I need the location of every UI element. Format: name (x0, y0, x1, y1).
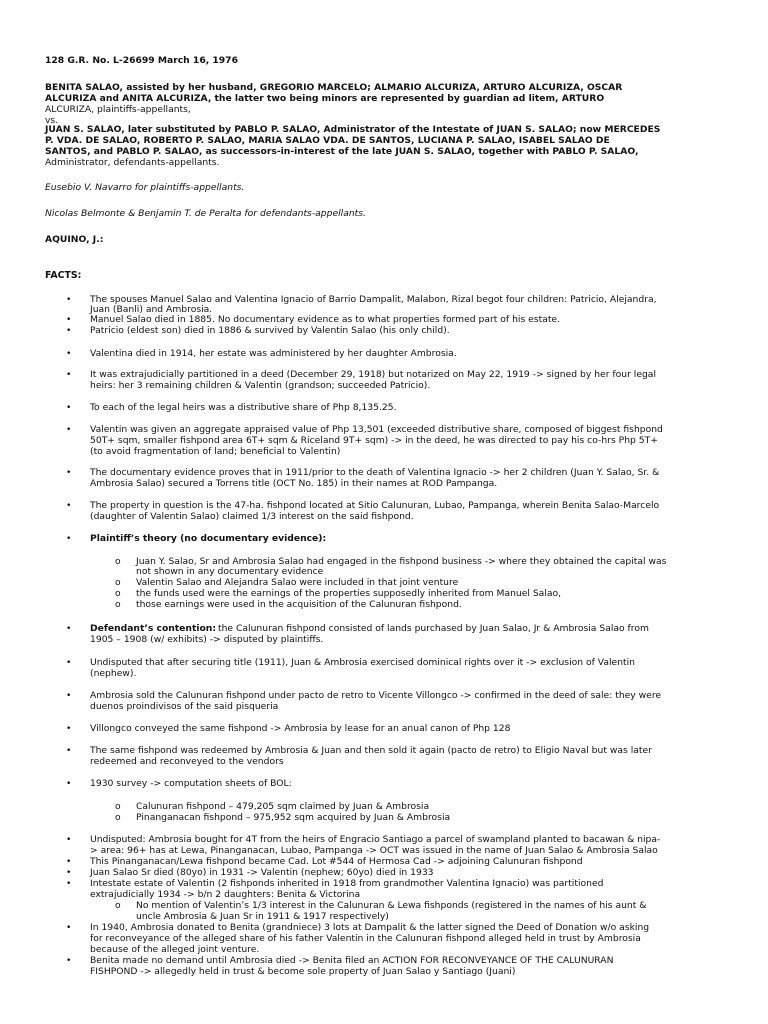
ponente: AQUINO, J.: (45, 234, 104, 245)
fact-line: the Calunuran fishpond consisted of lands purchased by Juan Salao, Jr & Ambrosia Salao from (218, 623, 649, 634)
fact-line: (nephew). (90, 668, 137, 679)
parties-line: ALCURIZA and ANITA ALCURIZA, the latter two being minors are represented by guardian ad litem, ARTURO (45, 93, 605, 104)
fact-line: Juan (Banli) and Ambrosia. (90, 304, 213, 315)
sub-bullet-icon: o (115, 812, 121, 823)
bullet-icon: • (66, 778, 72, 789)
fact-line: Manuel Salao died in 1885. No documentary evidence as to what properties formed part of his estate. (90, 314, 560, 325)
fact-line: This Pinanganacan/Lewa fishpond became Cad. Lot #544 of Hermosa Cad -> adjoining Calunuran fishpond (90, 856, 583, 867)
fact-line: Calunuran fishpond – 479,205 sqm claimed by Juan & Ambrosia (136, 801, 430, 812)
fact-line: heirs: her 3 remaining children & Valentin (grandson; succeeded Patricio). (90, 380, 431, 391)
case-citation: 128 G.R. No. L-26699 March 16, 1976 (45, 55, 238, 66)
fact-line: The same fishpond was redeemed by Ambrosia & Juan and then sold it again (pacto de retro) to Eligio Naval but was later (90, 745, 652, 756)
fact-line: (to avoid fragmentation of land; beneficial to Valentin) (90, 446, 341, 457)
bullet-icon: • (66, 867, 72, 878)
fact-line: (daughter of Valentin Salao) claimed 1/3 interest on the said fishpond. (90, 511, 414, 522)
bullet-icon: • (66, 314, 72, 325)
counsel-plaintiffs: Eusebio V. Navarro for plaintiffs-appellants. (45, 182, 245, 193)
bullet-icon: • (66, 878, 72, 889)
sub-bullet-icon: o (115, 588, 121, 599)
fact-line: those earnings were used in the acquisition of the Calunuran fishpond. (136, 599, 462, 610)
fact-line: Undisputed: Ambrosia bought for 4T from the heirs of Engracio Santiago a parcel of swampland planted to bacawan & nipa- (90, 834, 661, 845)
fact-line: FISHPOND -> allegedly held in trust & become sole property of Juan Salao y Santiago (Juani) (90, 966, 516, 977)
fact-line: Undisputed that after securing title (1911), Juan & Ambrosia exercised dominical rights over it -> exclusion of Valentin (90, 657, 635, 668)
parties-line: SANTOS, and PABLO P. SALAO, as successors-in-interest of the late JUAN S. SALAO, together with PABLO P. SALAO, (45, 146, 639, 157)
fact-line: Valentin Salao and Alejandra Salao were included in that joint venture (136, 577, 459, 588)
bullet-icon: • (66, 294, 72, 305)
parties-line: Administrator, defendants-appellants. (45, 157, 220, 168)
fact-line: Villongco conveyed the same fishpond -> Ambrosia by lease for an anual canon of Php 128 (90, 723, 511, 734)
defendant-contention-heading: Defendant’s contention: (90, 623, 217, 634)
fact-line: It was extrajudicially partitioned in a deed (December 29, 1918) but notarized on May 22, 1919 -> signed by her four legal (90, 369, 656, 380)
bullet-icon: • (66, 402, 72, 413)
fact-line: for reconveyance of the alleged share of his father Valentin in the Calunuran fishpond alleged held in trust by Ambrosia (90, 933, 641, 944)
fact-line: the funds used were the earnings of the properties supposedly inherited from Manuel Salao, (136, 588, 562, 599)
counsel-defendants: Nicolas Belmonte & Benjamin T. de Peralta for defendants-appellants. (45, 208, 366, 219)
parties-line: ALCURIZA, plaintiffs-appellants, (45, 104, 191, 115)
bullet-icon: • (66, 348, 72, 359)
fact-line: 50T+ sqm, smaller fishpond area 6T+ sqm & Riceland 9T+ sqm) -> in the deed, he was directed to pay his co-hrs Php 5T+ (90, 435, 658, 446)
bullet-icon: • (66, 467, 72, 478)
bullet-icon: • (66, 922, 72, 933)
fact-line: redeemed and reconveyed to the vendors (90, 756, 284, 767)
fact-line: duenos proindivisos of the said pisqueria (90, 701, 279, 712)
sub-bullet-icon: o (115, 801, 121, 812)
fact-line: Juan Y. Salao, Sr and Ambrosia Salao had engaged in the fishpond business -> where they obtained the capital was (136, 556, 667, 567)
bullet-icon: • (66, 369, 72, 380)
bullet-icon: • (66, 424, 72, 435)
parties-line: BENITA SALAO, assisted by her husband, GREGORIO MARCELO; ALMARIO ALCURIZA, ARTURO ALCURIZA, OSCAR (45, 82, 623, 93)
fact-line: > area: 96+ has at Lewa, Pinanganacan, Lubao, Pampanga -> OCT was issued in the name of Juan Salao & Ambrosia Salao (90, 845, 658, 856)
fact-line: because of the alleged joint venture. (90, 944, 260, 955)
bullet-icon: • (66, 690, 72, 701)
facts-heading: FACTS: (45, 270, 82, 281)
fact-line: 1905 – 1908 (w/ exhibits) -> disputed by plaintiffs. (90, 634, 324, 645)
fact-line: uncle Ambrosia & Juan Sr in 1911 & 1917 respectively) (136, 911, 389, 922)
fact-line: The property in question is the 47-ha. fishpond located at Sitio Calunuran, Lubao, Pampanga, wherein Benita Salao-Marcelo (90, 500, 660, 511)
fact-line: Pinanganacan fishpond – 975,952 sqm acquired by Juan & Ambrosia (136, 812, 451, 823)
parties-line: P. VDA. DE SALAO, ROBERTO P. SALAO, MARIA SALAO VDA. DE SANTOS, LUCIANA P. SALAO, ISABEL SALAO DE (45, 135, 610, 146)
fact-line: 1930 survey -> computation sheets of BOL: (90, 778, 292, 789)
fact-line: not shown in any documentary evidence (136, 566, 324, 577)
fact-line: Valentin was given an aggregate appraised value of Php 13,501 (exceeded distributive share, composed of biggest fishpond (90, 424, 663, 435)
fact-line: To each of the legal heirs was a distributive share of Php 8,135.25. (90, 402, 397, 413)
fact-line: Juan Salao Sr died (80yo) in 1931 -> Valentin (nephew; 60yo) died in 1933 (90, 867, 434, 878)
fact-line: The documentary evidence proves that in 1911/prior to the death of Valentina Ignacio -> her 2 children (Juan Y. Salao, Sr. & (90, 467, 660, 478)
fact-line: No mention of Valentin’s 1/3 interest in the Calunuran & Lewa fishponds (registered in the names of his aunt & (136, 900, 647, 911)
bullet-icon: • (66, 856, 72, 867)
sub-bullet-icon: o (115, 900, 121, 911)
bullet-icon: • (66, 533, 72, 544)
fact-line: Valentina died in 1914, her estate was administered by her daughter Ambrosia. (90, 348, 457, 359)
sub-bullet-icon: o (115, 599, 121, 610)
fact-line: Ambrosia Salao) secured a Torrens title (OCT No. 185) in their names at ROD Pampanga. (90, 478, 498, 489)
bullet-icon: • (66, 623, 72, 634)
fact-line: extrajudicially 1934 -> b/n 2 daughters: Benita & Victorina (90, 889, 361, 900)
plaintiff-theory-heading: Plaintiff’s theory (no documentary evidence): (90, 533, 327, 544)
bullet-icon: • (66, 745, 72, 756)
bullet-icon: • (66, 723, 72, 734)
bullet-icon: • (66, 500, 72, 511)
bullet-icon: • (66, 834, 72, 845)
bullet-icon: • (66, 325, 72, 336)
versus-label: vs. (45, 115, 59, 126)
parties-line: JUAN S. SALAO, later substituted by PABLO P. SALAO, Administrator of the Intestate of JUAN S. SALAO; now MERCEDES (45, 124, 661, 135)
bullet-icon: • (66, 955, 72, 966)
fact-line: Ambrosia sold the Calunuran fishpond under pacto de retro to Vicente Villongco -> confirmed in the deed of sale: they were (90, 690, 662, 701)
fact-line: In 1940, Ambrosia donated to Benita (grandniece) 3 lots at Dampalit & the latter signed the Deed of Donation w/o asking (90, 922, 650, 933)
fact-line: Patricio (eldest son) died in 1886 & survived by Valentin Salao (his only child). (90, 325, 450, 336)
fact-line: Intestate estate of Valentin (2 fishponds inherited in 1918 from grandmother Valentina Ignacio) was partitioned (90, 878, 604, 889)
sub-bullet-icon: o (115, 556, 121, 567)
fact-line: The spouses Manuel Salao and Valentina Ignacio of Barrio Dampalit, Malabon, Rizal begot four children: Patricio, Alejandra, (90, 294, 657, 305)
sub-bullet-icon: o (115, 577, 121, 588)
bullet-icon: • (66, 657, 72, 668)
fact-line: Benita made no demand until Ambrosia died -> Benita filed an ACTION FOR RECONVEYANCE OF THE CALUNURAN (90, 955, 614, 966)
